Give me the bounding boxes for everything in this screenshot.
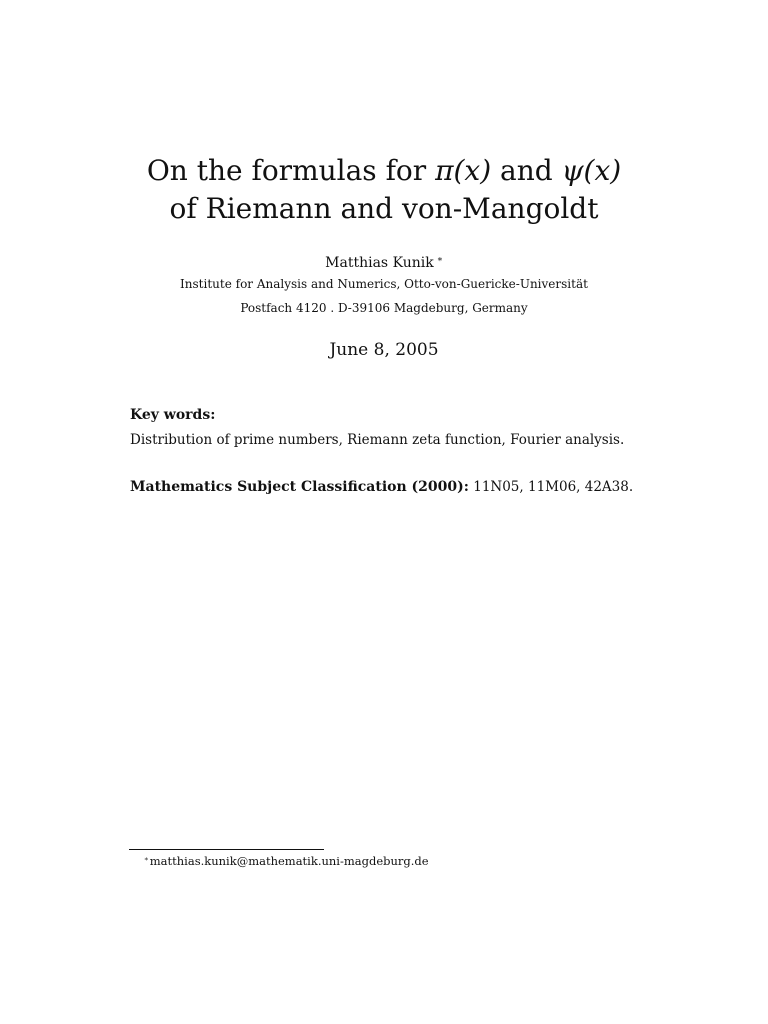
footnote-email: matthias.kunik@mathematik.uni-magdeburg.de bbox=[149, 854, 429, 868]
msc-line bbox=[130, 477, 633, 497]
title-text-prefix: On the formulas for bbox=[146, 154, 436, 187]
footnote-mark: ∗ bbox=[144, 855, 149, 863]
affiliation-address: Postfach 4120 . D-39106 Magdeburg, Germany bbox=[240, 301, 528, 315]
paper-date: June 8, 2005 bbox=[329, 340, 439, 360]
affiliation-institute: Institute for Analysis and Numerics, Otto-von-Guericke-Universität bbox=[180, 277, 588, 291]
paper-title bbox=[0, 152, 768, 228]
author-name: Matthias Kunik bbox=[325, 255, 434, 271]
author-footnote-mark: ∗ bbox=[436, 255, 443, 265]
title-text-and: and bbox=[491, 154, 562, 187]
msc-value: 11N05, 11M06, 42A38. bbox=[468, 479, 634, 495]
title-line-2: of Riemann and von-Mangoldt bbox=[169, 192, 599, 225]
title-math-pi: π(x) bbox=[435, 154, 492, 187]
keywords-heading: Key words: bbox=[130, 407, 216, 423]
keywords-text: Distribution of prime numbers, Riemann zeta function, Fourier analysis. bbox=[130, 432, 625, 448]
footnote-rule bbox=[129, 849, 324, 850]
footnote bbox=[144, 851, 429, 869]
title-line-1 bbox=[0, 152, 768, 190]
msc-label: Mathematics Subject Classification (2000): bbox=[130, 479, 469, 495]
author-line bbox=[0, 250, 768, 273]
title-math-psi: ψ(x) bbox=[561, 154, 622, 187]
